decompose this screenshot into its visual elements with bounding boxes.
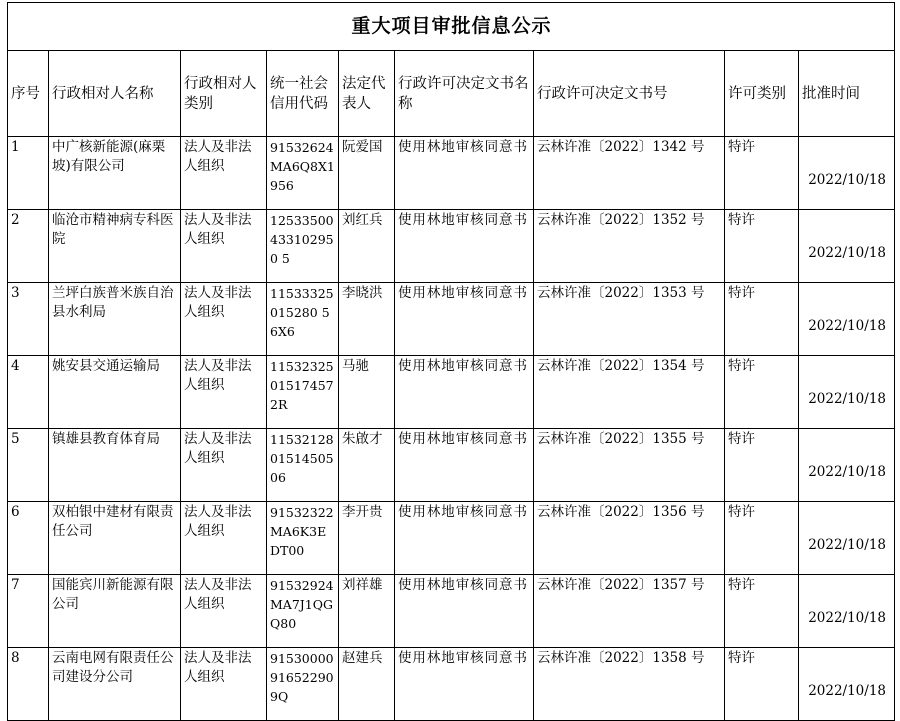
cell-type: 特许 <box>725 283 799 356</box>
cell-date: 2022/10/18 <box>799 137 895 210</box>
cell-name: 兰坪白族普米族自治县水利局 <box>49 283 181 356</box>
cell-name: 国能宾川新能源有限公司 <box>49 575 181 648</box>
cell-name: 中广核新能源(麻栗坡)有限公司 <box>49 137 181 210</box>
cell-doc-no: 云林许准〔2022〕1353 号 <box>534 283 725 356</box>
cell-no: 2 <box>8 210 49 283</box>
cell-code: 91532322MA6K3EDT00 <box>267 502 339 575</box>
cell-code: 12533500433102950 5 <box>267 210 339 283</box>
table-row <box>8 429 895 502</box>
cell-doc-name: 使用林地审核同意书 <box>395 575 534 648</box>
cell-rep: 赵建兵 <box>339 648 395 721</box>
cell-rep: 刘祥雄 <box>339 575 395 648</box>
table-row <box>8 502 895 575</box>
cell-date: 2022/10/18 <box>799 575 895 648</box>
approval-table <box>7 2 895 721</box>
cell-code: 91532624MA6Q8X1956 <box>267 137 339 210</box>
cell-doc-name: 使用林地审核同意书 <box>395 137 534 210</box>
cell-date: 2022/10/18 <box>799 502 895 575</box>
cell-name: 临沧市精神病专科医院 <box>49 210 181 283</box>
cell-name: 姚安县交通运输局 <box>49 356 181 429</box>
cell-name: 双柏银中建材有限责任公司 <box>49 502 181 575</box>
cell-no: 3 <box>8 283 49 356</box>
cell-code: 91530000916522909Q <box>267 648 339 721</box>
cell-doc-no: 云林许准〔2022〕1354 号 <box>534 356 725 429</box>
cell-rep: 阮爱国 <box>339 137 395 210</box>
cell-date: 2022/10/18 <box>799 283 895 356</box>
header-cell-name: 行政相对人名称 <box>49 51 181 137</box>
cell-code: 11532325015174572R <box>267 356 339 429</box>
header-row <box>8 51 895 137</box>
cell-category: 法人及非法人组织 <box>181 648 267 721</box>
table-row <box>8 210 895 283</box>
header-cell-rep: 法定代表人 <box>339 51 395 137</box>
header-cell-code: 统一社会信用代码 <box>267 51 339 137</box>
cell-no: 8 <box>8 648 49 721</box>
cell-doc-name: 使用林地审核同意书 <box>395 502 534 575</box>
cell-doc-name: 使用林地审核同意书 <box>395 210 534 283</box>
header-cell-doc-name: 行政许可决定文书名称 <box>395 51 534 137</box>
cell-date: 2022/10/18 <box>799 648 895 721</box>
cell-doc-name: 使用林地审核同意书 <box>395 648 534 721</box>
cell-name: 云南电网有限责任公司建设分公司 <box>49 648 181 721</box>
table-row <box>8 137 895 210</box>
cell-no: 7 <box>8 575 49 648</box>
cell-doc-name: 使用林地审核同意书 <box>395 283 534 356</box>
cell-doc-no: 云林许准〔2022〕1355 号 <box>534 429 725 502</box>
cell-rep: 李开贵 <box>339 502 395 575</box>
header-cell-type: 许可类别 <box>725 51 799 137</box>
header-cell-doc-no: 行政许可决定文书号 <box>534 51 725 137</box>
cell-doc-no: 云林许准〔2022〕1356 号 <box>534 502 725 575</box>
table-row <box>8 648 895 721</box>
cell-code: 11533325015280 56X6 <box>267 283 339 356</box>
cell-date: 2022/10/18 <box>799 210 895 283</box>
cell-rep: 朱啟才 <box>339 429 395 502</box>
cell-rep: 李晓洪 <box>339 283 395 356</box>
cell-type: 特许 <box>725 137 799 210</box>
cell-category: 法人及非法人组织 <box>181 356 267 429</box>
cell-category: 法人及非法人组织 <box>181 137 267 210</box>
cell-doc-no: 云林许准〔2022〕1357 号 <box>534 575 725 648</box>
cell-no: 4 <box>8 356 49 429</box>
table-row <box>8 575 895 648</box>
cell-category: 法人及非法人组织 <box>181 429 267 502</box>
cell-category: 法人及非法人组织 <box>181 283 267 356</box>
table-row <box>8 356 895 429</box>
table-row <box>8 283 895 356</box>
cell-code: 91532924MA7J1QGQ80 <box>267 575 339 648</box>
cell-type: 特许 <box>725 210 799 283</box>
cell-doc-no: 云林许准〔2022〕1342 号 <box>534 137 725 210</box>
cell-rep: 刘红兵 <box>339 210 395 283</box>
table-title: 重大项目审批信息公示 <box>8 3 895 51</box>
cell-type: 特许 <box>725 356 799 429</box>
cell-date: 2022/10/18 <box>799 356 895 429</box>
cell-type: 特许 <box>725 502 799 575</box>
header-cell-date: 批准时间 <box>799 51 895 137</box>
cell-doc-name: 使用林地审核同意书 <box>395 429 534 502</box>
cell-date: 2022/10/18 <box>799 429 895 502</box>
header-cell-category: 行政相对人类别 <box>181 51 267 137</box>
cell-category: 法人及非法人组织 <box>181 502 267 575</box>
cell-type: 特许 <box>725 429 799 502</box>
cell-doc-name: 使用林地审核同意书 <box>395 356 534 429</box>
cell-rep: 马驰 <box>339 356 395 429</box>
cell-type: 特许 <box>725 648 799 721</box>
header-cell-no: 序号 <box>8 51 49 137</box>
cell-no: 5 <box>8 429 49 502</box>
cell-category: 法人及非法人组织 <box>181 210 267 283</box>
cell-doc-no: 云林许准〔2022〕1358 号 <box>534 648 725 721</box>
cell-no: 1 <box>8 137 49 210</box>
cell-type: 特许 <box>725 575 799 648</box>
cell-doc-no: 云林许准〔2022〕1352 号 <box>534 210 725 283</box>
cell-name: 镇雄县教育体育局 <box>49 429 181 502</box>
cell-no: 6 <box>8 502 49 575</box>
cell-code: 115321280151450506 <box>267 429 339 502</box>
cell-category: 法人及非法人组织 <box>181 575 267 648</box>
